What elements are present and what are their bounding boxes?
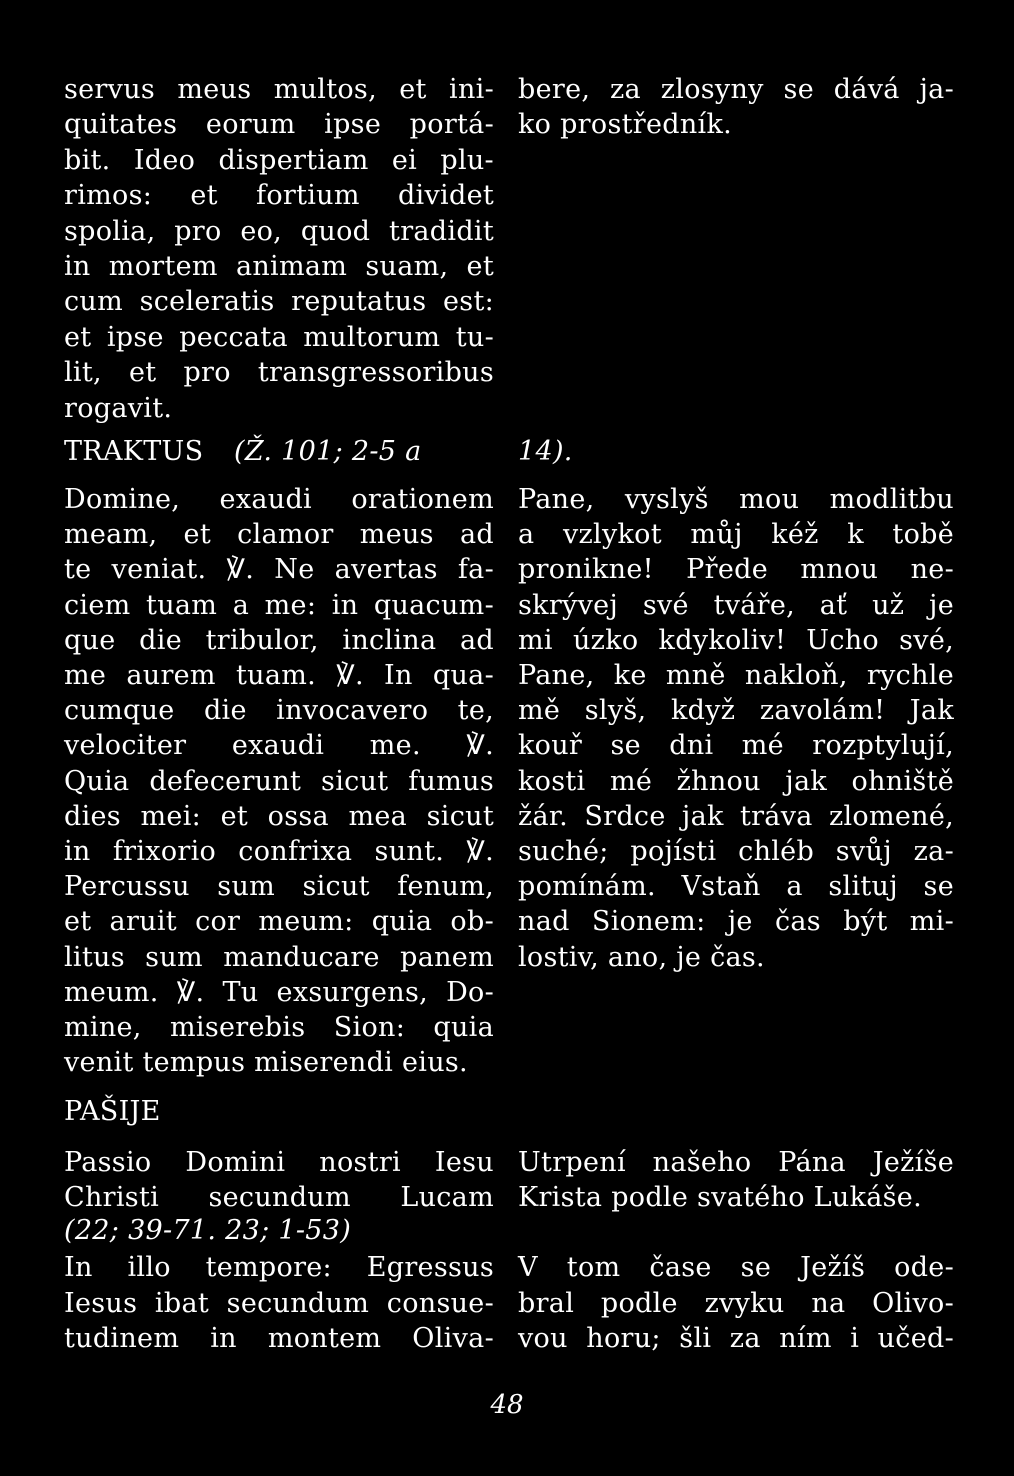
latin-text-line: velociter exaudi me. ℣. xyxy=(64,730,494,761)
czech-text-line: Krista podle svatého Lukáše. xyxy=(518,1182,922,1213)
czech-text-line: pomínám. Vstaň a slituj se xyxy=(518,871,954,902)
gospel-reference: (22; 39-71. 23; 1-53) xyxy=(64,1215,352,1246)
czech-text-line: suché; pojísti chléb svůj za- xyxy=(518,836,954,867)
latin-text-line: rimos: et fortium dividet xyxy=(64,180,494,211)
czech-text-line: ko prostředník. xyxy=(518,109,732,140)
latin-text-line: mine, miserebis Sion: quia xyxy=(64,1012,494,1043)
latin-text-line: et ipse peccata multorum tu- xyxy=(64,322,494,353)
latin-text-line: Iesus ibat secundum consue- xyxy=(64,1288,494,1319)
latin-text-line: Passio Domini nostri Iesu xyxy=(64,1147,494,1178)
czech-text-line: skrývej své tváře, ať už je xyxy=(518,590,954,621)
latin-text-line: Quia defecerunt sicut fumus xyxy=(64,766,494,797)
czech-text-line: pronikne! Přede mnou ne- xyxy=(518,554,954,585)
latin-text-line: Percussu sum sicut fenum, xyxy=(64,871,494,902)
latin-text-line: quitates eorum ipse portá- xyxy=(64,109,494,140)
czech-text-line: Utrpení našeho Pána Ježíše xyxy=(518,1147,954,1178)
latin-text-line: que die tribulor, inclina ad xyxy=(64,625,494,656)
czech-text-line: bral podle zvyku na Olivo- xyxy=(518,1288,954,1319)
latin-text-line: Christi secundum Lucam xyxy=(64,1182,494,1213)
czech-text-line: mě slyš, když zavolám! Jak xyxy=(518,695,954,726)
latin-text-line: te veniat. ℣. Ne avertas fa- xyxy=(64,554,494,585)
czech-text-line: lostiv, ano, je čas. xyxy=(518,942,765,973)
czech-text-line: žár. Srdce jak tráva zlomené, xyxy=(518,801,954,832)
latin-text-line: me aurem tuam. ℣. In qua- xyxy=(64,660,494,691)
latin-text-line: cumque die invocavero te, xyxy=(64,695,494,726)
latin-text-line: venit tempus miserendi eius. xyxy=(64,1047,468,1078)
latin-text-line: in frixorio confrixa sunt. ℣. xyxy=(64,836,494,867)
latin-text-line: Domine, exaudi orationem xyxy=(64,484,494,515)
latin-text-line: litus sum manducare panem xyxy=(64,942,494,973)
latin-text-line: servus meus multos, et ini- xyxy=(64,74,494,105)
latin-text-line: et aruit cor meum: quia ob- xyxy=(64,906,494,937)
latin-text-line: rogavit. xyxy=(64,393,173,424)
czech-text-line: a vzlykot můj kéž k tobě xyxy=(518,519,954,550)
czech-text-line: kouř se dni mé rozptylují, xyxy=(518,730,954,761)
latin-text-line: bit. Ideo dispertiam ei plu- xyxy=(64,145,494,176)
latin-text-line: In illo tempore: Egressus xyxy=(64,1252,494,1283)
section-heading-traktus: TRAKTUS xyxy=(64,436,204,467)
latin-text-line: tudinem in montem Oliva- xyxy=(64,1323,494,1354)
psalm-reference-end: 14). xyxy=(518,436,573,467)
section-heading-pasije: PAŠIJE xyxy=(64,1096,161,1127)
czech-text-line: V tom čase se Ježíš ode- xyxy=(518,1252,954,1283)
czech-text-line: nad Sionem: je čas být mi- xyxy=(518,906,954,937)
czech-text-line: Pane, vyslyš mou modlitbu xyxy=(518,484,954,515)
czech-text-line: Pane, ke mně nakloň, rychle xyxy=(518,660,954,691)
czech-text-line: vou horu; šli za ním i učed- xyxy=(518,1323,954,1354)
latin-text-line: lit, et pro transgressoribus xyxy=(64,357,494,388)
czech-text-line: kosti mé žhnou jak ohniště xyxy=(518,766,954,797)
czech-text-line: mi úzko kdykoliv! Ucho své, xyxy=(518,625,954,656)
latin-text-line: in mortem animam suam, et xyxy=(64,251,494,282)
latin-text-line: meam, et clamor meus ad xyxy=(64,519,494,550)
psalm-reference: (Ž. 101; 2-5 a xyxy=(234,436,422,467)
latin-text-line: ciem tuam a me: in quacum- xyxy=(64,590,494,621)
latin-text-line: cum sceleratis reputatus est: xyxy=(64,286,494,317)
latin-text-line: meum. ℣. Tu exsurgens, Do- xyxy=(64,977,494,1008)
page-number: 48 xyxy=(490,1390,524,1420)
czech-text-line: bere, za zlosyny se dává ja- xyxy=(518,74,954,105)
latin-text-line: spolia, pro eo, quod tradidit xyxy=(64,216,494,247)
latin-text-line: dies mei: et ossa mea sicut xyxy=(64,801,494,832)
